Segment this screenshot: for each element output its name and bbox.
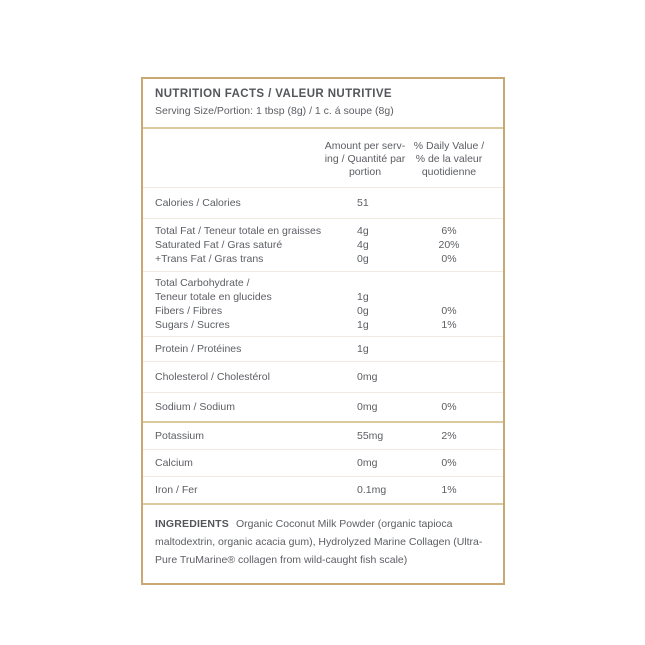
nutrient-daily-value: 0% <box>441 305 457 317</box>
nutrient-amount: 0.1mg <box>357 484 387 496</box>
nutrient-line <box>143 224 503 238</box>
nutrient-label: Cholesterol / Cholestérol <box>155 371 270 383</box>
nutrient-line <box>143 304 503 318</box>
nutrient-label: Sugars / Sucres <box>155 319 230 331</box>
nutrient-daily-value: 1% <box>441 319 457 331</box>
nutrient-label: Total Fat / Teneur totale en graisses <box>155 225 322 237</box>
nutrient-line <box>143 252 503 266</box>
nutrient-daily-value: 1% <box>441 484 457 496</box>
nutrient-label: Potassium <box>155 430 205 442</box>
nutrient-daily-value: 0% <box>441 253 457 265</box>
nutrient-daily-value: 0% <box>441 457 457 469</box>
label-header <box>143 79 503 127</box>
ingredients-text: Organic Coconut Milk Powder (organic tapioca maltodextrin, organic acacia gum), Hydrolyzed Marine Collagen (Ultra-Pure TruMarine® collagen from wild-caught fish scale) <box>155 518 483 566</box>
nutrient-amount: 4g <box>357 239 369 251</box>
row-fat <box>143 218 503 271</box>
nutrient-amount: 51 <box>357 197 369 209</box>
nutrient-label: Sodium / Sodium <box>155 401 235 413</box>
nutrient-amount: 0g <box>357 253 369 265</box>
ingredients-section <box>143 503 503 583</box>
nutrient-line <box>143 370 503 384</box>
nutrient-label: Teneur totale en glucides <box>155 291 272 303</box>
nutrient-line <box>143 238 503 252</box>
column-headers <box>143 127 503 187</box>
nutrient-line <box>143 290 503 304</box>
nutrient-label: Calcium <box>155 457 193 469</box>
row-calcium <box>143 449 503 476</box>
nutrient-line <box>143 400 503 414</box>
nutrient-daily-value: 20% <box>438 239 460 251</box>
nutrient-amount: 0mg <box>357 401 378 413</box>
nutrient-label: Total Carbohydrate / <box>155 277 250 289</box>
nutrient-daily-value: 6% <box>441 225 457 237</box>
ingredients-label: INGREDIENTS <box>155 518 229 530</box>
nutrient-label: Fibers / Fibres <box>155 305 223 317</box>
nutrient-amount: 0mg <box>357 371 378 383</box>
nutrient-line <box>143 318 503 332</box>
nutrient-label: Calories / Calories <box>155 197 241 209</box>
column-header-daily-value: % Daily Value / % de la valeur quotidienne <box>413 140 485 178</box>
nutrient-label: +Trans Fat / Gras trans <box>155 253 264 265</box>
nutrition-label <box>141 77 505 585</box>
nutrient-line <box>143 483 503 497</box>
nutrient-amount: 1g <box>357 291 369 303</box>
nutrient-amount: 4g <box>357 225 369 237</box>
nutrient-amount: 0g <box>357 305 369 317</box>
nutrient-daily-value: 0% <box>441 401 457 413</box>
serving-size: Serving Size/Portion: 1 tbsp (8g) / 1 c. á soupe (8g) <box>155 105 394 117</box>
row-iron <box>143 476 503 503</box>
nutrient-amount: 55mg <box>357 430 384 442</box>
nutrient-amount: 0mg <box>357 457 378 469</box>
nutrient-line <box>143 342 503 356</box>
nutrient-line <box>143 456 503 470</box>
nutrient-daily-value: 2% <box>441 430 457 442</box>
nutrient-line <box>143 276 503 290</box>
row-protein <box>143 336 503 361</box>
row-cholesterol <box>143 361 503 392</box>
nutrient-label: Saturated Fat / Gras saturé <box>155 239 283 251</box>
nutrient-amount: 1g <box>357 343 369 355</box>
nutrient-label: Protein / Protéines <box>155 343 242 355</box>
row-carbohydrate <box>143 271 503 336</box>
column-header-amount: Amount per serv- ing / Quantité par portion <box>324 140 406 178</box>
nutrient-line <box>143 429 503 443</box>
row-sodium <box>143 392 503 421</box>
nutrient-amount: 1g <box>357 319 369 331</box>
row-calories <box>143 187 503 218</box>
nutrient-line <box>143 196 503 210</box>
label-title: NUTRITION FACTS / VALEUR NUTRITIVE <box>155 88 392 100</box>
nutrient-label: Iron / Fer <box>155 484 198 496</box>
row-potassium <box>143 421 503 449</box>
